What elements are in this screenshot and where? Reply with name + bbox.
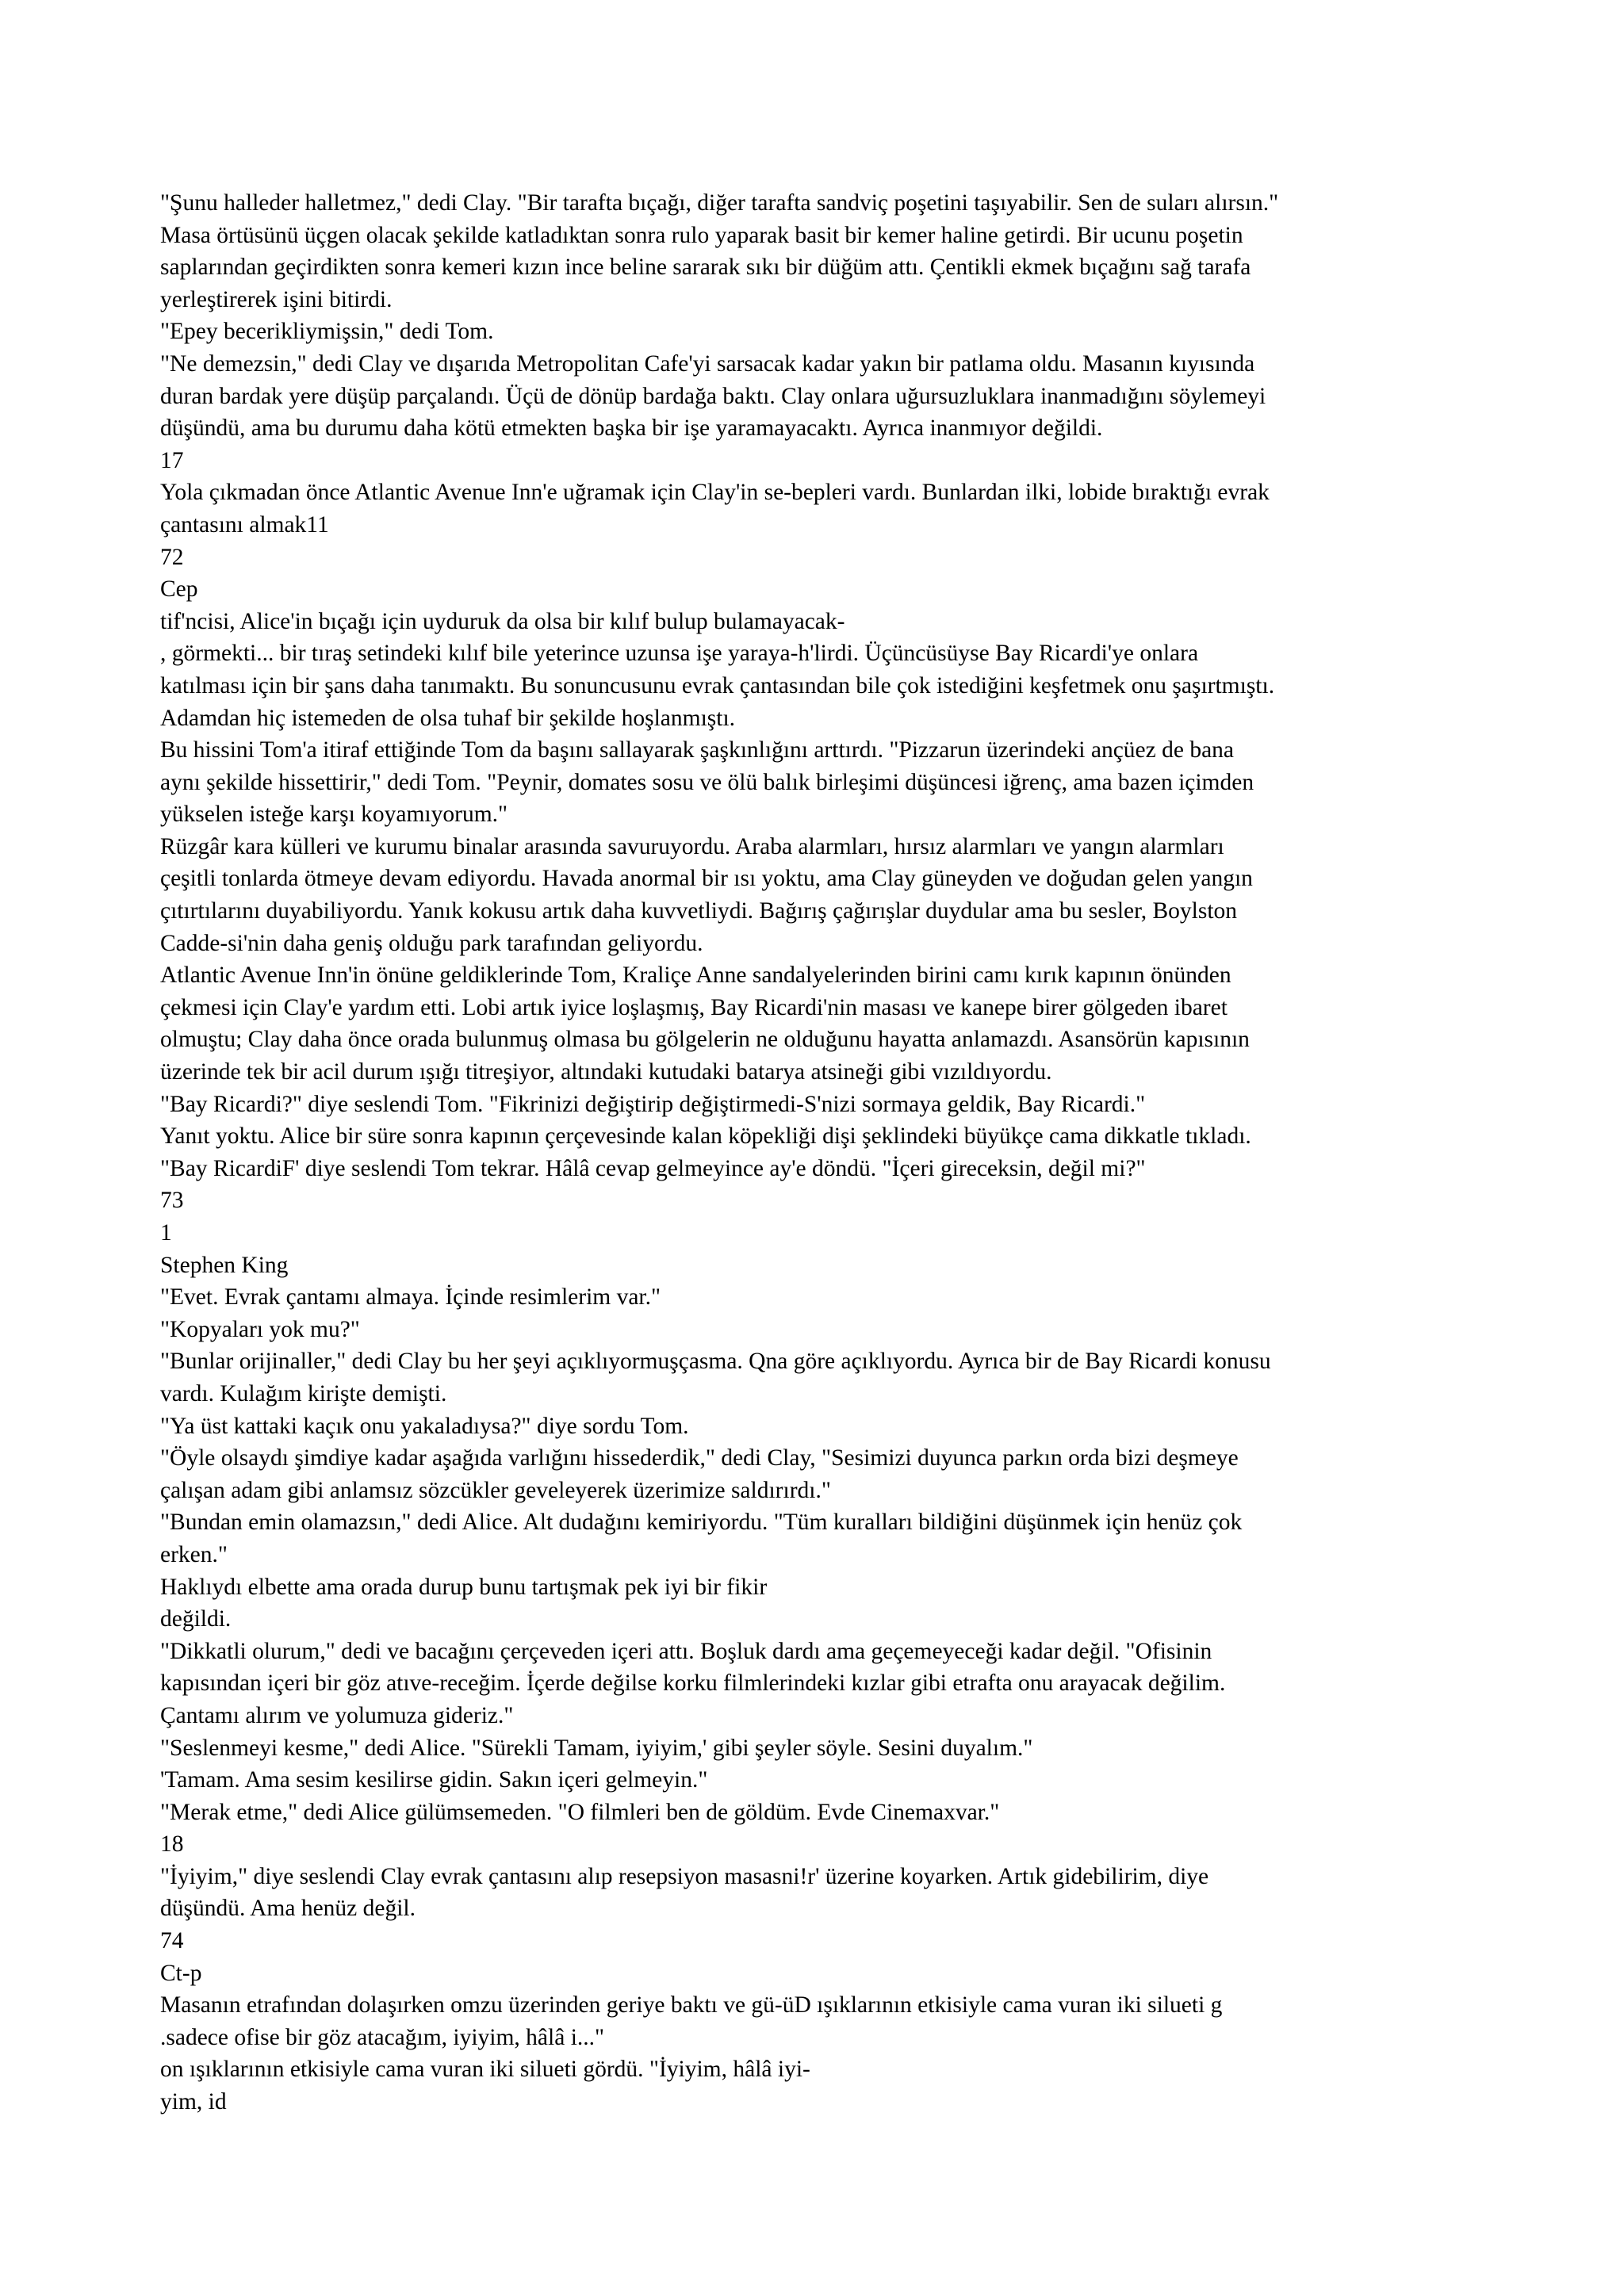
text-line: yükselen isteğe karşı koyamıyorum." [160, 802, 508, 828]
text-line: "Bunlar orijinaller," dedi Clay bu her şeyi açıklıyormuşçasma. Qna göre açıklıyordu. Ayrıca bir de Bay Ricardi konusu [160, 1349, 1271, 1375]
text-line: "Seslenmeyi kesme," dedi Alice. "Sürekli Tamam, iyiyim,' gibi şeyler söyle. Sesini duyalım." [160, 1735, 1033, 1761]
text-line: vardı. Kulağım kirişte demişti. [160, 1380, 447, 1406]
text-line: "Epey becerikliymişsin," dedi Tom. [160, 319, 494, 345]
text-line: 'Tamam. Ama sesim kesilirse gidin. Sakın içeri gelmeyin." [160, 1767, 708, 1793]
document-page [160, 187, 1492, 2118]
text-line: Ct-p [160, 1960, 202, 1986]
text-line: "Dikkatli olurum," dedi ve bacağını çerçeveden içeri attı. Boşluk dardı ama geçemeyeceği kadar değil. "Ofisinin [160, 1638, 1212, 1664]
text-line: 74 [160, 1928, 184, 1954]
text-line: Yanıt yoktu. Alice bir süre sonra kapının çerçevesinde kalan köpekliği dişi şeklindeki büyükçe cama dikkatle tıkladı. [160, 1123, 1251, 1150]
text-line: on ışıklarının etkisiyle cama vuran iki silueti gördü. "İyiyim, hâlâ iyi- [160, 2057, 810, 2083]
text-line: "Öyle olsaydı şimdiye kadar aşağıda varlığını hissederdik," dedi Clay, "Sesimizi duyunca parkın orda bizi deşmeye [160, 1445, 1239, 1471]
text-line: "Bay RicardiF' diye seslendi Tom tekrar. Hâlâ cevap gelmeyince ay'e döndü. "İçeri gireceksin, değil mi?" [160, 1155, 1146, 1181]
text-line: tif'ncisi, Alice'in bıçağı için uyduruk da olsa bir kılıf bulup bulamayacak- [160, 608, 845, 634]
text-line: 18 [160, 1831, 184, 1858]
text-line: Masa örtüsünü üçgen olacak şekilde katladıktan sonra rulo yaparak basit bir kemer haline getirdi. Bir ucunu poşetin [160, 222, 1243, 248]
text-line: "Merak etme," dedi Alice gülümsemeden. "O filmleri ben de göldüm. Evde Cinemaxvar." [160, 1799, 1000, 1825]
text-line: , görmekti... bir tıraş setindeki kılıf bile yeterince uzunsa işe yaraya-h'lirdi. Üçüncüsüyse Bay Ricardi'ye onlara [160, 641, 1199, 667]
text-line: Cadde-si'nin daha geniş olduğu park tarafından geliyordu. [160, 930, 703, 956]
text-line: kapısından içeri bir göz atıve-receğim. İçerde değilse korku filmlerindeki kızlar gibi etrafta onu arayacak değilim. [160, 1670, 1226, 1697]
text-line: olmuştu; Clay daha önce orada bulunmuş olmasa bu gölgelerin ne olduğunu hayatta anlamazdı. Asansörün kapısının [160, 1027, 1250, 1053]
text-line: yim, id [160, 2089, 227, 2115]
text-line: Yola çıkmadan önce Atlantic Avenue Inn'e uğramak için Clay'in se-bepleri vardı. Bunlardan ilki, lobide bıraktığı evrak [160, 480, 1270, 506]
text-line: katılması için bir şans daha tanımaktı. Bu sonuncusunu evrak çantasından bile çok istediğini keşfetmek onu şaşırtmıştı. [160, 672, 1275, 698]
text-line: üzerinde tek bir acil durum ışığı titreşiyor, altındaki kutudaki batarya atsineği gibi vızıldıyordu. [160, 1059, 1052, 1085]
text-line: 17 [160, 447, 184, 473]
text-line: .sadece ofise bir göz atacağım, iyiyim, hâlâ i..." [160, 2024, 605, 2050]
text-line: "İyiyim," diye seslendi Clay evrak çantasını alıp resepsiyon masasni!r' üzerine koyarken. Artık gidebilirim, diye [160, 1863, 1209, 1889]
text-line: "Evet. Evrak çantamı almaya. İçinde resimlerim var." [160, 1284, 661, 1311]
text-line: Cep [160, 576, 198, 603]
text-line: Rüzgâr kara külleri ve kurumu binalar arasında savuruyordu. Araba alarmları, hırsız alarmları ve yangın alarmları [160, 833, 1224, 859]
text-line: çıtırtılarını duyabiliyordu. Yanık kokusu artık daha kuvvetliydi. Bağırış çağırışlar duydular ama bu sesler, Boylston [160, 898, 1238, 924]
text-line: Adamdan hiç istemeden de olsa tuhaf bir şekilde hoşlanmıştı. [160, 705, 736, 731]
text-line: Stephen King [160, 1252, 289, 1278]
text-line: 1 [160, 1220, 172, 1246]
text-line: "Şunu halleder halletmez," dedi Clay. "Bir tarafta bıçağı, diğer tarafta sandviç poşetini taşıyabilir. Sen de suları alırsın." [160, 190, 1279, 216]
text-line: Haklıydı elbette ama orada durup bunu tartışmak pek iyi bir fikir [160, 1574, 768, 1600]
text-line: düşündü, ama bu durumu daha kötü etmekten başka bir işe yaramayacaktı. Ayrıca inanmıyor değildi. [160, 415, 1103, 442]
text-line: 72 [160, 544, 184, 570]
text-line: "Ne demezsin," dedi Clay ve dışarıda Metropolitan Cafe'yi sarsacak kadar yakın bir patlama oldu. Masanın kıyısında [160, 350, 1255, 377]
text-line: erken." [160, 1541, 228, 1567]
text-line: çalışan adam gibi anlamsız sözcükler geveleyerek üzerimize saldırırdı." [160, 1477, 831, 1503]
text-line: Çantamı alırım ve yolumuza gideriz." [160, 1702, 514, 1728]
text-line: aynı şekilde hissettirir," dedi Tom. "Peynir, domates sosu ve ölü balık birleşimi düşüncesi iğrenç, ama bazen içimden [160, 769, 1254, 795]
text-line: değildi. [160, 1606, 232, 1632]
text-line: 73 [160, 1188, 184, 1214]
text-line: çeşitli tonlarda ötmeye devam ediyordu. Havada anormal bir ısı yoktu, ama Clay güneyden ve doğudan gelen yangın [160, 866, 1253, 892]
text-line: "Bay Ricardi?" diye seslendi Tom. "Fikrinizi değiştirip değiştirmedi-S'nizi sormaya geldik, Bay Ricardi." [160, 1091, 1146, 1117]
text-line: çekmesi için Clay'e yardım etti. Lobi artık iyice loşlaşmış, Bay Ricardi'nin masası ve kanepe birer gölgeden ibaret [160, 994, 1228, 1020]
text-line: Masanın etrafından dolaşırken omzu üzerinden geriye baktı ve gü-üD ışıklarının etkisiyle cama vuran iki silueti g [160, 1992, 1223, 2019]
text-line: Bu hissini Tom'a itiraf ettiğinde Tom da başını sallayarak şaşkınlığını arttırdı. "Pizzarun üzerindeki ançüez de bana [160, 737, 1235, 763]
text-line: Atlantic Avenue Inn'in önüne geldiklerinde Tom, Kraliçe Anne sandalyelerinden birini camı kırık kapının önünden [160, 962, 1231, 989]
text-line: çantasını almak11 [160, 511, 329, 538]
text-line: saplarından geçirdikten sonra kemeri kızın ince beline sararak sıkı bir düğüm attı. Çentikli ekmek bıçağını sağ tarafa [160, 254, 1251, 281]
text-line: yerleştirerek işini bitirdi. [160, 286, 393, 312]
text-line: "Bundan emin olamazsın," dedi Alice. Alt dudağını kemiriyordu. "Tüm kuralları bildiğini düşünmek için henüz çok [160, 1510, 1243, 1536]
text-line: "Ya üst kattaki kaçık onu yakaladıysa?" diye sordu Tom. [160, 1413, 689, 1439]
text-line: "Kopyaları yok mu?" [160, 1316, 360, 1342]
text-line: duran bardak yere düşüp parçalandı. Üçü de dönüp bardağa baktı. Clay onlara uğursuzluklara inanmadığını söylemeyi [160, 383, 1266, 409]
text-line: düşündü. Ama henüz değil. [160, 1896, 416, 1922]
